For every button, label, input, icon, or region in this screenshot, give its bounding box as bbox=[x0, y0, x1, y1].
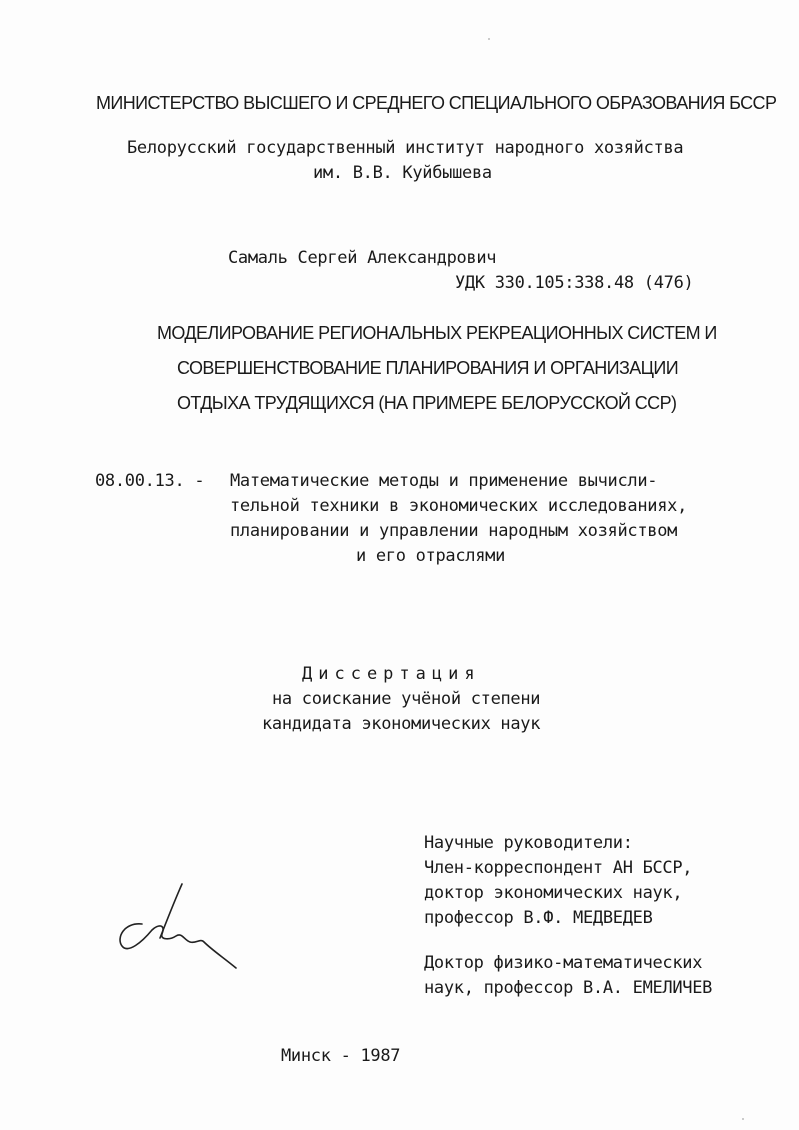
advisors-heading: Научные руководители: bbox=[424, 833, 633, 853]
advisor-1-title: Член-корреспондент АН БССР, bbox=[424, 858, 693, 878]
place-and-year: Минск - 1987 bbox=[281, 1046, 401, 1066]
institute-name: Белорусский государственный институт народного хозяйства bbox=[127, 138, 684, 158]
institute-named-after: им. В.В. Куйбышева bbox=[313, 163, 492, 183]
specialty-line-3: планировании и управлении народным хозяйством bbox=[230, 521, 678, 541]
ministry-heading: МИНИСТЕРСТВО ВЫСШЕГО И СРЕДНЕГО СПЕЦИАЛЬНОГО ОБРАЗОВАНИЯ БССР bbox=[96, 93, 777, 113]
dissertation-degree-line: на соискание учёной степени bbox=[272, 689, 541, 709]
title-line-1: МОДЕЛИРОВАНИЕ РЕГИОНАЛЬНЫХ РЕКРЕАЦИОННЫХ СИСТЕМ И bbox=[157, 323, 717, 343]
udk-code: УДК 330.105:338.48 (476) bbox=[455, 273, 694, 293]
author-name: Самаль Сергей Александрович bbox=[228, 248, 497, 268]
dissertation-candidate-line: кандидата экономических наук bbox=[262, 714, 541, 734]
advisor-2-degree: Доктор физико-математических bbox=[424, 953, 703, 973]
specialty-line-4: и его отраслями bbox=[356, 546, 506, 566]
advisor-1-name: профессор В.Ф. МЕДВЕДЕВ bbox=[424, 908, 653, 928]
specialty-line-2: тельной техники в экономических исследованиях, bbox=[230, 496, 688, 516]
specialty-code: 08.00.13. - bbox=[95, 471, 205, 491]
title-line-2: СОВЕРШЕНСТВОВАНИЕ ПЛАНИРОВАНИЯ И ОРГАНИЗАЦИИ bbox=[177, 358, 679, 378]
advisor-2-name: наук, профессор В.А. ЕМЕЛИЧЕВ bbox=[424, 978, 713, 998]
scan-speck bbox=[488, 38, 490, 40]
dissertation-label: Диссертация bbox=[302, 664, 481, 684]
title-line-3: ОТДЫХА ТРУДЯЩИХСЯ (НА ПРИМЕРЕ БЕЛОРУССКОЙ ССР) bbox=[177, 393, 677, 413]
specialty-line-1: Математические методы и применение вычисли- bbox=[230, 471, 658, 491]
handwritten-signature bbox=[112, 880, 247, 980]
scan-speck bbox=[742, 1118, 744, 1120]
advisor-1-degree: доктор экономических наук, bbox=[424, 883, 683, 903]
